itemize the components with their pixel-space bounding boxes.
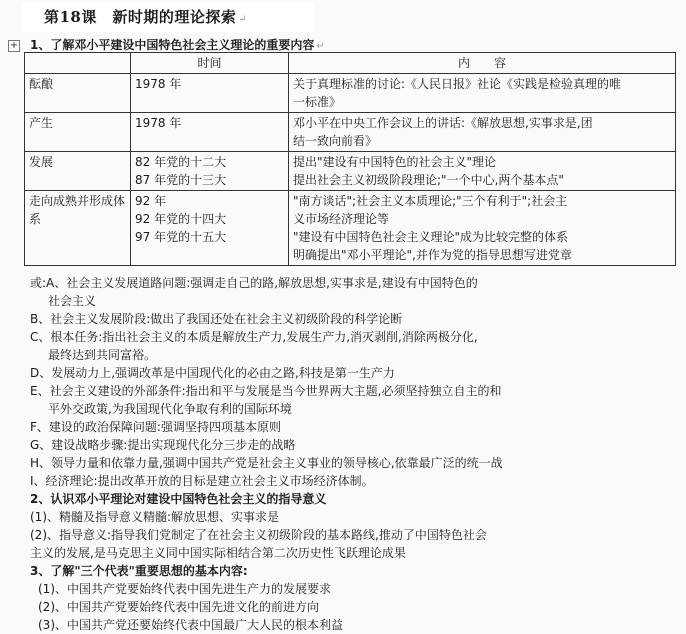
table-row <box>25 152 676 191</box>
table-header-cell <box>25 53 131 74</box>
content-cell: 关于真理标准的讨论:《人民日报》社论《实践是检验真理的唯 一标准》 <box>289 74 676 113</box>
section2-line: 主义的发展,是马克思主义同中国实际相结合第二次历史性飞跃理论成果 <box>30 546 406 560</box>
point-line: E、社会主义建设的外部条件:指出和平与发展是当今世界两大主题,必须坚持独立自主的和 <box>30 384 502 398</box>
point-line: I、经济理论:提出改革开放的目标是建立社会主义市场经济体制。 <box>30 474 374 488</box>
theory-table <box>24 52 676 266</box>
table-header-row <box>25 53 676 74</box>
stage-cell: 产生 <box>25 113 131 152</box>
time-cell: 1978 年 <box>131 74 289 113</box>
time-cell: 82 年党的十二大 87 年党的十三大 <box>131 152 289 191</box>
point-line: 平外交政策,为我国现代化争取有利的国际环境 <box>48 402 292 416</box>
lesson-title: 第18课 新时期的理论探索 ↵ <box>44 8 248 26</box>
table-header-cell: 时间 <box>131 53 289 74</box>
table-move-handle-icon[interactable]: + <box>9 40 19 51</box>
point-line: 社会主义 <box>48 294 97 308</box>
section2-heading: 2、认识邓小平理论对建设中国特色社会主义的指导意义 <box>30 492 327 506</box>
stage-cell: 发展 <box>25 152 131 191</box>
time-cell: 1978 年 <box>131 113 289 152</box>
point-line: F、建设的政治保障问题:强调坚持四项基本原则 <box>30 420 281 434</box>
paragraph-mark-icon: ↵ <box>238 14 248 25</box>
section2-line: (1)、精髓及指导意义精髓:解放思想、实事求是 <box>30 510 280 524</box>
content-cell: "南方谈话";社会主义本质理论;"三个有利于";社会主 义市场经济理论等 "建设有中国特色社会主义理论"成为比较完整的体系 明确提出"邓小平理论",并作为党的指导思想写进党章 <box>289 191 676 266</box>
point-line: 或:A、社会主义发展道路问题:强调走自己的路,解放思想,实事求是,建设有中国特色的 <box>30 276 478 290</box>
point-line: 最终达到共同富裕。 <box>48 348 157 362</box>
point-line: C、根本任务:指出社会主义的本质是解放生产力,发展生产力,消灭剥削,消除两极分化, <box>30 330 478 344</box>
point-line: D、发展动力上,强调改革是中国现代化的必由之路,科技是第一生产力 <box>30 366 395 380</box>
section3-line: (2)、中国共产党要始终代表中国先进文化的前进方向 <box>38 600 320 614</box>
section3-heading: 3、了解"三个代表"重要思想的基本内容: <box>30 564 248 578</box>
section2-line: (2)、指导意义:指导我们党制定了在社会主义初级阶段的基本路线,推动了中国特色社会 <box>30 528 487 542</box>
content-cell: 邓小平在中央工作会议上的讲话:《解放思想,实事求是,团 结一致向前看》 <box>289 113 676 152</box>
stage-cell: 走向成熟并形成体系 <box>25 191 131 266</box>
point-line: G、建设战略步骤:提出实现现代化分三步走的战略 <box>30 438 296 452</box>
content-cell: 提出"建设有中国特色的社会主义"理论 提出社会主义初级阶段理论;"一个中心,两个基本点" <box>289 152 676 191</box>
point-line: H、领导力量和依靠力量,强调中国共产党是社会主义事业的领导核心,依靠最广泛的统一战 <box>30 456 503 470</box>
stage-cell: 酝酿 <box>25 74 131 113</box>
point-line: B、社会主义发展阶段:做出了我国还处在社会主义初级阶段的科学论断 <box>30 312 403 326</box>
table-row <box>25 74 676 113</box>
table-row <box>25 191 676 266</box>
section3-line: (3)、中国共产党还要始终代表中国最广大人民的根本利益 <box>38 618 344 632</box>
time-cell: 92 年 92 年党的十四大 97 年党的十五大 <box>131 191 289 266</box>
section1-heading: 1、了解邓小平建设中国特色社会主义理论的重要内容 ↵ <box>30 38 325 52</box>
table-row <box>25 113 676 152</box>
section3-line: (1)、中国共产党要始终代表中国先进生产力的发展要求 <box>38 582 332 596</box>
table-header-cell: 内 容 <box>289 53 676 74</box>
